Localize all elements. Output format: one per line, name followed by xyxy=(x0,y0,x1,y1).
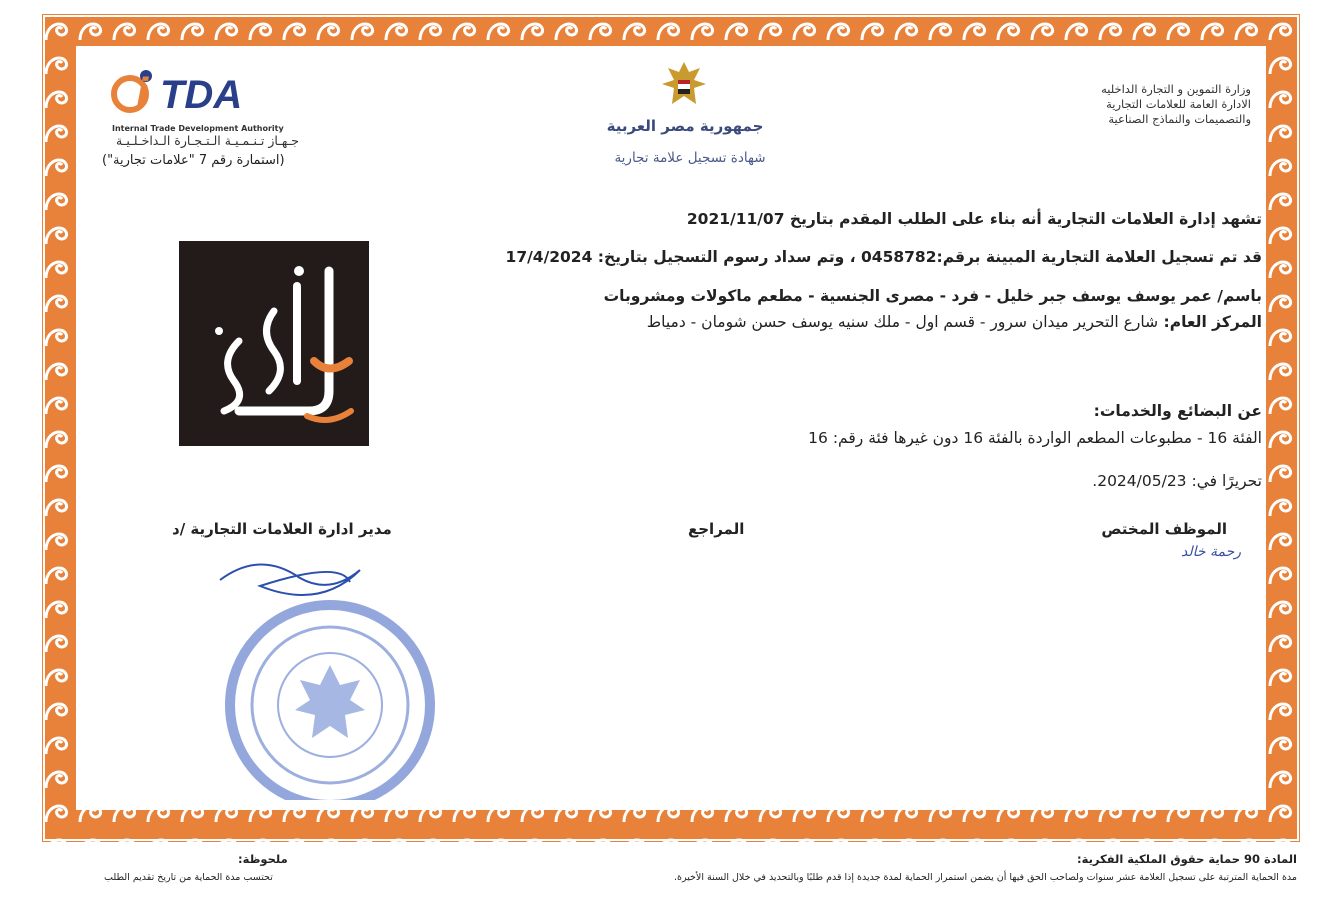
republic-title: جمهورية مصر العربية xyxy=(606,117,764,135)
goods-services-label: عن البضائع والخدمات: xyxy=(1093,402,1262,420)
footer-note-text: تحتسب مدة الحماية من تاريخ تقديم الطلب xyxy=(104,872,273,883)
application-date-line: تشهد إدارة العلامات التجارية أنه بناء على الطلب المقدم بتاريخ 2021/11/07 xyxy=(686,210,1262,228)
trademark-image xyxy=(179,241,369,446)
logo-tda: TDA xyxy=(160,73,243,117)
reviewer-signature-label: المراجع xyxy=(688,520,745,538)
footer-article-title: المادة 90 حماية حقوق الملكية الفكرية: xyxy=(1077,852,1297,866)
itda-english-name: Internal Trade Development Authority xyxy=(112,124,284,133)
certificate-title: شهادة تسجيل علامة تجارية xyxy=(614,150,766,166)
manager-signature-label: مدير ادارة العلامات التجارية /د xyxy=(172,520,392,538)
official-stamp xyxy=(200,540,460,800)
employee-signature-name: رحمة خالد xyxy=(1181,544,1241,560)
trademark-calligraphy xyxy=(179,241,369,446)
itda-arabic-name: جـهـاز تـنـمـيـة الـتـجـارة الـداخـلـيـة xyxy=(116,133,299,148)
ministry-line: والتصميمات والنماذج الصناعية xyxy=(1108,112,1251,126)
issue-date: تحريرًا في: 2024/05/23. xyxy=(1092,472,1262,490)
ministry-line: الادارة العامة للعلامات التجارية xyxy=(1106,97,1251,111)
form-number: (استمارة رقم 7 "علامات تجارية") xyxy=(102,153,285,168)
headquarters-value: شارع التحرير ميدان سرور - قسم اول - ملك سنيه يوسف حسن شومان - دمياط xyxy=(646,313,1159,331)
headquarters-label: المركز العام: xyxy=(1163,313,1262,331)
footer-article-text: مدة الحماية المترتبة على تسجيل العلامة عشر سنوات ولصاحب الحق فيها أن يضمن استمرار الحماية لمدة جديدة إذا قدم طلبًا وبالتحديد في خلال السنة الأخيرة. xyxy=(673,872,1297,883)
footer-note-title: ملحوظة: xyxy=(238,852,288,866)
ministry-header xyxy=(1101,82,1251,127)
eagle-emblem-icon xyxy=(656,58,712,114)
ministry-line: وزارة التموين و التجارة الداخليه xyxy=(1101,82,1251,96)
headquarters-line xyxy=(647,313,1262,331)
employee-signature-label: الموظف المختص xyxy=(1101,520,1227,538)
itda-logo xyxy=(108,64,278,124)
logo-i: i xyxy=(136,69,149,118)
owner-name-line: باسم/ عمر يوسف يوسف جبر خليل - فرد - مصرى الجنسية - مطعم ماكولات ومشروبات xyxy=(603,287,1262,305)
goods-services-value: الفئة 16 - مطبوعات المطعم الواردة بالفئة 16 دون غيرها فئة رقم: 16 xyxy=(808,429,1262,447)
registration-number-line: قد تم تسجيل العلامة التجارية المبينة برقم:0458782 ، وتم سداد رسوم التسجيل بتاريخ: 17/4/2024 xyxy=(505,248,1262,266)
